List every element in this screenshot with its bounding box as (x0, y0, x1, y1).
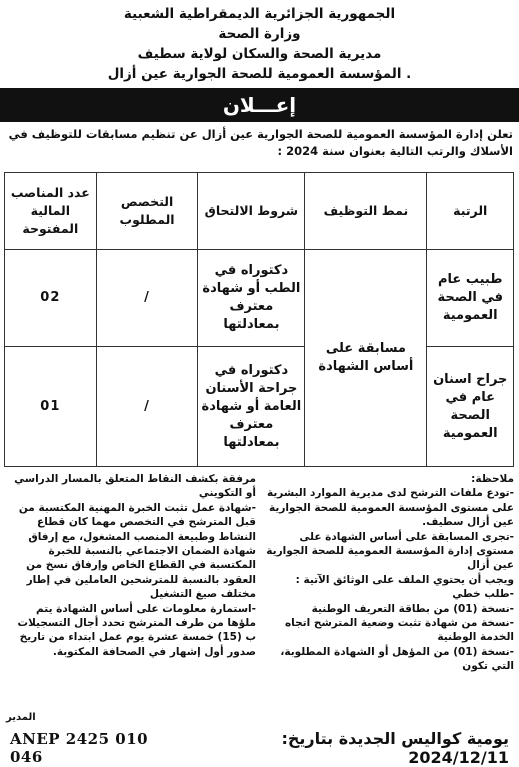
publication-footer (0, 729, 519, 767)
cell-specialty: / (96, 250, 198, 347)
cell-specialty: / (96, 347, 198, 467)
note-item: -تودع ملفات الترشح لدى مديرية الموارد البشرية على مستوى المؤسسة العمومية للصحة الجوارية عين أزال سطيف. (266, 487, 514, 529)
cell-grade: جراح اسنان عام في الصحة العمومية (427, 347, 514, 467)
anep-reference: ANEP 2425 010 046 (10, 730, 149, 766)
note-item: -نسخة من شهادة تثبت وضعية المترشح اتجاه الخدمة الوطنية (284, 617, 514, 644)
note-item: -طلب خطي (452, 588, 514, 601)
header-specialty: التخصص المطلوب (96, 173, 198, 250)
note-item: ويجب أن يحتوي الملف على الوثائق الآتية : (295, 573, 514, 586)
letterhead-line-directorate: مديرية الصحة والسكان لولاية سطيف (137, 46, 382, 62)
letterhead-line-republic: الجمهورية الجزائرية الديمقراطية الشعبية (123, 6, 396, 22)
table-row (5, 250, 514, 347)
header-recruitment-mode: نمط التوظيف (305, 173, 427, 250)
cell-grade: طبيب عام في الصحة العمومية (427, 250, 514, 347)
notes-left-column (6, 472, 256, 659)
intro-paragraph: تعلن إدارة المؤسسة العمومية للصحة الجوارية عين أزال عن تنظيم مسابقات للتوظيف في الأسلاك والرتب التالية بعنوان سنة 2024 : (8, 127, 513, 158)
letterhead (0, 4, 519, 84)
table-row (5, 347, 514, 467)
header-positions: عدد المناصب المالية المفتوحة (5, 173, 97, 250)
letterhead-line-institution: المؤسسة العمومية للصحة الجوارية عين أزال . (107, 66, 412, 82)
note-item: مرفقة بكشف النقاط المتعلق بالمسار الدراسي أو التكويني (14, 473, 256, 500)
positions-table (4, 172, 514, 467)
cell-positions: 01 (5, 347, 97, 467)
cell-condition: دكتوراه في جراحة الأسنان العامة أو شهادة معترف بمعادلتها (198, 347, 305, 467)
announcement-banner: إعـــلان (0, 88, 519, 122)
notes-right-column (264, 472, 514, 674)
header-grade: الرتبة (427, 173, 514, 250)
letterhead-line-ministry: وزارة الصحة (218, 26, 301, 42)
note-item: -نسخة (01) من بطاقة التعريف الوطنية (311, 602, 514, 615)
cell-recruitment-mode: مسابقة على أساس الشهادة (305, 250, 427, 467)
header-conditions: شروط الالتحاق (198, 173, 305, 250)
note-item: -شهادة عمل تثبت الخبرة المهنية المكتسبة من قبل المترشح في التخصص مهما كان قطاع النشاط وطبيعة المنصب المشغول، مع إرفاق شهادة الضمان الاجتماعي بالنسبة للخبرة المكتسبة في القطاع الخاص وإرفاق نسخ من العقود بالنسبة للمترشحين العاملين في إطار مختلف صيغ التشغيل (18, 501, 256, 601)
publication-date: يومية كواليس الجديدة بتاريخ: 2024/12/11 (281, 729, 509, 767)
director-signature-label: المدير (6, 712, 36, 723)
note-item: -تجرى المسابقة على أساس الشهادة على مستوى إدارة المؤسسة العمومية للصحة الجوارية عين أزال (266, 530, 514, 572)
note-item: -نسخة (01) من المؤهل أو الشهادة المطلوبة، التي تكون (280, 645, 514, 673)
note-item: -استمارة معلومات على أساس الشهادة يتم ملؤها من طرف المترشح تحدد أجال التسجيلات ب (15) خمسة عشرة يوم عمل ابتداء من تاريخ صدور أول إشهار في الصحافة المكتوبة. (17, 602, 256, 658)
cell-positions: 02 (5, 250, 97, 347)
notes-title: ملاحظة: (471, 473, 514, 485)
cell-condition: دكتوراه في الطب أو شهادة معترف بمعادلتها (198, 250, 305, 347)
notes-section (4, 472, 514, 704)
table-header-row (5, 173, 514, 250)
